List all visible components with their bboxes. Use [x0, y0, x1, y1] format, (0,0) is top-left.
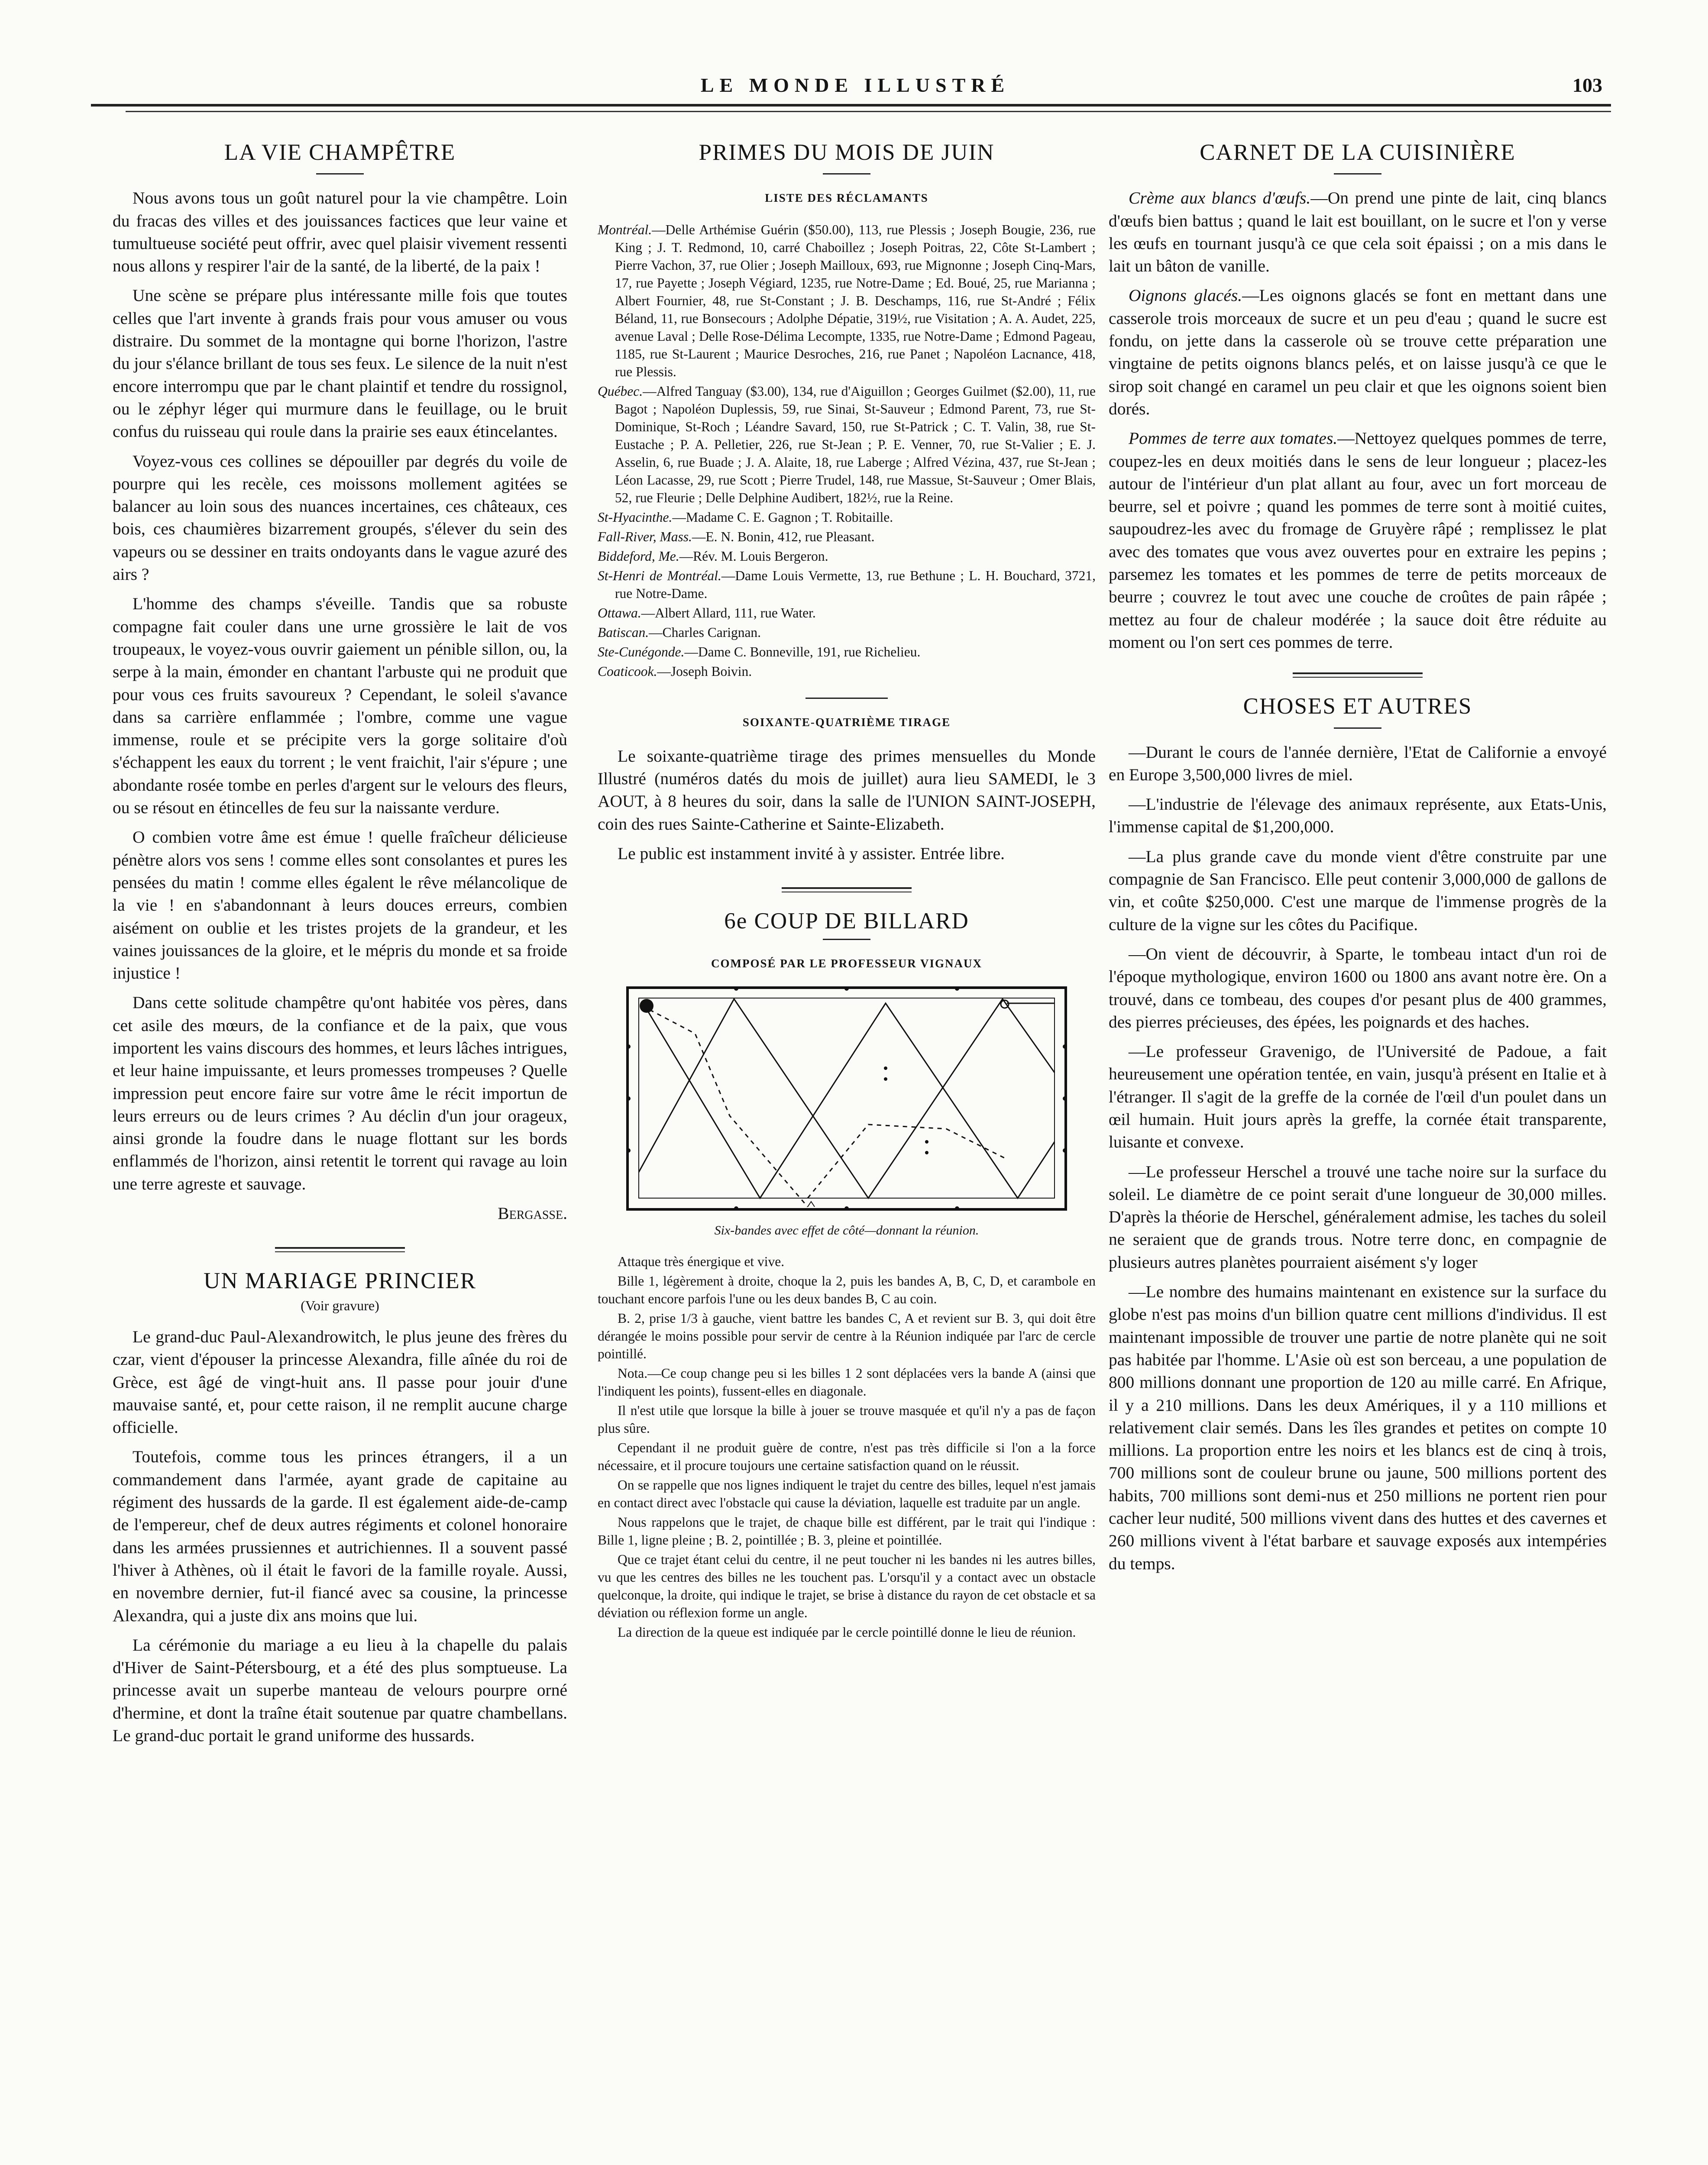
recipe-text: —Les oignons glacés se font en mettant dans une casserole trois morceaux de sucre et un peu d'eau ; quand le sucre est fondu, on jette dans la casserole où se trouve cette préparation une vingtaine de petits oignons blancs pelés, et on laisse jusqu'à ce que le sirop soit changé en caramel un peu clair et que les oignons soient bien dorés.: [1109, 286, 1607, 418]
paragraph: La cérémonie du mariage a eu lieu à la chapelle du palais d'Hiver de Saint-Pétersbourg, et a été des plus somptueuse. La princesse avait un superbe manteau de velours pourpre orné d'hermine, et dont la traîne était soutenue par quatre chambellans. Le grand-duc portait le grand uniforme des hussards.: [113, 1635, 567, 1745]
list-item: [598, 624, 1096, 641]
recipe-name: Crème aux blancs d'œufs.: [1129, 188, 1311, 208]
list-item-place: Biddeford, Me.: [598, 548, 679, 564]
divider: [1334, 727, 1381, 729]
paragraph: Toutefois, comme tous les princes étrangers, il a un commandement dans l'armée, ayant grade de capitaine au régiment des hussards de la garde. Il est également aide-de-camp de l'empereur, chef de deux autres régiments et colonel honoraire dans les armées prussiennes et autrichiennes. Il a souvent passé l'hiver à Athènes, où il était le favori de la famille royale. Aussi, en novembre dernier, fut-il fiancé avec sa cousine, la princesse Alexandra, qui a juste dix ans moins que lui.: [113, 1447, 567, 1625]
paragraph: Cependant il ne produit guère de contre, n'est pas très difficile si l'on a la force nécessaire, et il procure toujours une certaine satisfaction quand on le réussit.: [598, 1440, 1096, 1473]
paragraph: O combien votre âme est émue ! quelle fraîcheur délicieuse pénètre alors vos sens ! comme elles sont consolantes et pures les pensées du matin ! comme elles égalent le rêve mélancolique de la vie ! en s'abandonnant à leurs douces erreurs, combien aisément on oublie et les tristes projets de la grandeur, et les vaines jouissances de la gloire, et le mépris du monde et sa froide injustice !: [113, 827, 567, 983]
list-item-place: St-Henri de Montréal.: [598, 568, 721, 583]
paragraph: Nota.—Ce coup change peu si les billes 1 2 sont déplacées vers la bande A (ainsi que l'indiquent les points), fussent-elles en diagonale.: [598, 1365, 1096, 1399]
newspaper-title: LE MONDE ILLUSTRÉ: [700, 74, 1010, 96]
section-divider: [1293, 672, 1423, 678]
list-item-names: —Dame C. Bonneville, 191, rue Richelieu.: [684, 644, 921, 659]
section-divider: [275, 1247, 405, 1252]
list-item-names: —Rév. M. Louis Bergeron.: [679, 548, 828, 564]
news-item: —La plus grande cave du monde vient d'être construite par une compagnie de San Francisco. Elle peut contenir 3,000,000 de gallons de vin, et coûte $250,000. C'est une marque de l'immense progrès de la culture de la vigne sur les côtes du Pacifique.: [1109, 847, 1607, 934]
figure-caption: Six-bandes avec effet de côté—donnant la réunion.: [714, 1223, 979, 1238]
paragraph: L'homme des champs s'éveille. Tandis que sa robuste compagne fait couler dans une urne grossière le lait de vos troupeaux, le voyez-vous ouvrir gaiement un pénible sillon, ou, la serpe à la main, émonder en chantant l'arbuste qui ne produit que pour vous ces fruits savoureux ? Cependant, le soleil s'avance dans sa carrière enflammée ; l'ombre, comme une vague immense, roule et se précipite vers la gorge solitaire d'où s'échappent les eaux du torrent ; le vent fraichit, l'air s'épure ; une abondante rosée tombe en perles d'argent sur le velours des fleurs, ou se résout en étincelles de feu sur la naissante verdure.: [113, 594, 567, 818]
article-title-vie-champetre: LA VIE CHAMPÊTRE: [224, 140, 456, 165]
list-item-place: Coaticook.: [598, 663, 657, 679]
news-items: [1109, 741, 1607, 1575]
article-title-carnet: CARNET DE LA CUISINIÈRE: [1200, 140, 1516, 165]
divider: [805, 698, 888, 699]
article-title-choses: CHOSES ET AUTRES: [1243, 694, 1472, 719]
list-item-place: Montréal.: [598, 222, 652, 237]
recipe-name: Oignons glacés.: [1129, 286, 1242, 305]
list-item-place: Ottawa.: [598, 605, 641, 620]
paragraph: Dans cette solitude champêtre qu'ont habitée vos pères, dans cet asile des mœurs, de la confiance et de la paix, que vous importent les vains discours des hommes, et leurs lâches intrigues, et leur haine impuissante, et leurs promesses trompeuses ? Quelle impression peut encore faire sur votre âme le récit importun de leurs erreurs ou de leurs crimes ? Au déclin d'un jour orageux, ainsi gronde la foudre dans le nuage flottant sur les bords enflammés de l'horizon, ainsi retentit le torrent qui ravage au loin une terre agreste et sauvage.: [113, 993, 567, 1193]
paragraph: La direction de la queue est indiquée par le cercle pointillé donne le lieu de réunion.: [618, 1624, 1076, 1640]
recipe-name: Pommes de terre aux tomates.: [1129, 429, 1338, 448]
list-item-names: —Madame C. E. Gagnon ; T. Robitaille.: [672, 509, 893, 525]
tirage-title: SOIXANTE-QUATRIÈME TIRAGE: [742, 715, 951, 729]
paragraph: Attaque très énergique et vive.: [618, 1254, 785, 1269]
article-title-primes: PRIMES DU MOIS DE JUIN: [699, 140, 995, 165]
list-item: [598, 221, 1096, 381]
column-left: [113, 134, 567, 1754]
reclamants-list: [598, 221, 1096, 680]
article-title-billard: 6e COUP DE BILLARD: [724, 908, 969, 934]
article-subtitle: (Voir gravure): [301, 1297, 379, 1313]
list-item: [598, 567, 1096, 602]
masthead-rule-thin: [126, 111, 1611, 112]
paragraph: B. 2, prise 1/3 à gauche, vient battre les bandes C, A et revient sur B. 3, qui doit être dérangée le moins possible pour servir de centre à la Réunion indiquée par l'arc de cercle pointillé.: [598, 1310, 1096, 1361]
news-item: —Durant le cours de l'année dernière, l'Etat de Californie a envoyé en Europe 3,500,000 livres de miel.: [1109, 742, 1607, 784]
list-item-place: Fall-River, Mass.: [598, 529, 692, 544]
column-right: [1109, 134, 1607, 1582]
column-middle: [598, 134, 1096, 1643]
masthead: [108, 74, 1602, 108]
list-item: [598, 508, 1096, 526]
paragraph: Il n'est utile que lorsque la bille à jouer se trouve masquée et qu'il n'y a pas de façon plus sûre.: [598, 1402, 1096, 1436]
author-signature: Bergasse.: [498, 1204, 567, 1223]
paragraph: Nous rappelons que le trajet, de chaque bille est différent, par le trait qui l'indique : Bille 1, ligne pleine ; B. 2, pointillée ; B. 3, pleine et pointillée.: [598, 1514, 1096, 1548]
paragraph: Le public est instamment invité à y assister. Entrée libre.: [618, 844, 1005, 863]
billard-text: [598, 1253, 1096, 1641]
list-item-names: —Charles Carignan.: [649, 624, 761, 640]
list-title: LISTE DES RÉCLAMANTS: [765, 191, 928, 205]
list-item-names: —Joseph Boivin.: [657, 663, 752, 679]
article-title-mariage: UN MARIAGE PRINCIER: [204, 1268, 476, 1294]
list-item-names: —E. N. Bonin, 412, rue Pleasant.: [692, 529, 875, 544]
news-item: —Le professeur Gravenigo, de l'Université de Padoue, a fait heureusement une opération tentée, en vain, jusqu'à présent en Italie et à l'étranger. Il s'agit de la greffe de la cornée de l'œil d'un poulet dans un œil humain. Huit jours après la greffe, la cornée était transparente, luisante et convexe.: [1109, 1042, 1607, 1152]
list-item-place: Ste-Cunégonde.: [598, 644, 685, 659]
divider: [823, 939, 870, 940]
list-item-place: Batiscan.: [598, 624, 649, 640]
news-item: —Le professeur Herschel a trouvé une tache noire sur la surface du soleil. Le diamètre de ce point serait d'une longueur de 30,000 milles. D'après la théorie de Herschel, généralement admise, les taches du soleil ne seraient que de grands trous. Notre terre donc, en compagnie de plusieurs autres planètes pourraient aisément s'y loger: [1109, 1162, 1607, 1272]
paragraph: Une scène se prépare plus intéressante mille fois que toutes celles que l'art invente à grands frais pour vous amuser ou vous distraire. Du sommet de la montagne qui borne l'horizon, l'astre du jour s'élance brillant de tous ses feux. Le silence de la nuit n'est encore interrompu que par le chant plaintif et tendre du rossignol, ou le zéphyr léger qui murmure dans le feuillage, ou le bruit confus du ruisseau qui roule dans la prairie ses eaux étincelantes.: [113, 286, 567, 441]
list-item: [598, 547, 1096, 565]
divider: [316, 173, 364, 174]
paragraph: Le soixante-quatrième tirage des primes mensuelles du Monde Illustré (numéros datés du mois de juillet) aura lieu SAMEDI, le 3 AOUT, à 8 heures du soir, dans la salle de l'UNION SAINT-JOSEPH, coin des rues Sainte-Catherine et Sainte-Elizabeth.: [598, 746, 1096, 834]
recipe-text: —Nettoyez quelques pommes de terre, coupez-les en deux moitiés dans le sens de leur longueur ; placez-les autour de l'intérieur d'un plat allant au four, avec un fort morceau de beurre, sel et poivre ; quand les pommes de terre sont à moitié cuites, saupoudrez-les avec du fromage de Gruyère râpé ; remplissez le plat avec des tomates que vous avez ouvertes pour en extraire les pepins ; parsemez les tomates et les pommes de terre de petits morceaux de beurre ; couvrez le tout avec une couche de croûtes de pain râpée ; mettez au four de chaleur modérée ; la sauce doit être réduite au moment ou l'on sert ces pommes de terre.: [1109, 429, 1607, 652]
masthead-rule: [91, 104, 1611, 107]
list-item-names: —Albert Allard, 111, rue Water.: [641, 605, 816, 620]
list-item-names: —Alfred Tanguay ($3.00), 134, rue d'Aiguillon ; Georges Guilmet ($2.00), 11, rue Bagot ; Napoléon Duplessis, 59, rue Sinai, St-Sauveur ; Edmond Parent, 73, rue St-Dominique, St-Roch ; Léandre Savard, 150, rue St-Patrick ; C. T. Valin, 38, rue St-Eustache ; P. A. Pelletier, 226, rue St-Jean ; P. E. Venner, 70, rue St-Valier ; E. J. Asselin, 6, rue Buade ; J. A. Alaite, 18, rue Laberge ; Alfred Vézina, 437, rue St-Jean ; Léon Lacasse, 29, rue Scott ; Pierre Trudel, 148, rue Massue, St-Sauveur ; Omer Blais, 52, rue Fleurie ; Delle Delphine Audibert, 182½, rue la Reine.: [615, 383, 1096, 505]
list-item-names: —Delle Arthémise Guérin ($50.00), 113, rue Plessis ; Joseph Bougie, 236, rue King ; J. T. Redmond, 10, carré Chaboillez ; Joseph Poitras, 22, Côte St-Lambert ; Pierre Vachon, 37, rue Olier ; Joseph Mailloux, 693, rue Mignonne ; Joseph Cinq-Mars, 17, rue Payette ; Joseph Végiard, 1235, rue Notre-Dame ; Ed. Boué, 25, rue Marianna ; Albert Fournier, 48, rue St-Constant ; J. B. Deschamps, 116, rue St-André ; Félix Béland, 11, rue Bonsecours ; Adolphe Dépatie, 319½, rue Visitation ; A. A. Audet, 225, avenue Laval ; Delle Rose-Délima Lecompte, 1335, rue Notre-Dame ; Edmond Pageau, 1185, rue St-Laurent ; Maurice Desroches, 216, rue Panet ; Napoléon Lacnance, 418, rue Plessis.: [615, 222, 1096, 379]
paragraph: Le grand-duc Paul-Alexandrowitch, le plus jeune des frères du czar, vient d'épouser la princesse Alexandra, fille aînée du roi de Grèce, est âgé de vingt-huit ans. Il passe pour jouir d'une mauvaise santé, et, pour cette raison, il ne remplit aucune charge officielle.: [113, 1327, 567, 1437]
billiard-diagram: [626, 986, 1068, 1217]
divider: [1334, 173, 1381, 174]
news-item: —On vient de découvrir, à Sparte, le tombeau intact d'un roi de l'époque mythologique, environ 1600 ou 1800 ans avant notre ère. On a trouvé, dans ce tombeau, des coupes d'or pesant plus de 400 grammes, des pierres précieuses, des épées, les poignards et des haches.: [1109, 944, 1607, 1031]
list-item: [598, 662, 1096, 680]
news-item: —L'industrie de l'élevage des animaux représente, aux Etats-Unis, l'immense capital de $1,200,000.: [1109, 795, 1607, 837]
list-item: [598, 643, 1096, 661]
list-item-place: Québec.: [598, 383, 643, 399]
recipe: [1109, 427, 1607, 653]
list-item-names: —Dame Louis Vermette, 13, rue Bethune ; L. H. Bouchard, 3721, rue Notre-Dame.: [615, 568, 1096, 601]
recipe: [1109, 187, 1607, 277]
section-divider: [782, 887, 912, 892]
paragraph: On se rappelle que nos lignes indiquent le trajet du centre des billes, lequel n'est jamais en contact direct avec l'obstacle qui cause la déviation, laquelle est traduite par un angle.: [598, 1477, 1096, 1510]
divider: [823, 173, 870, 174]
list-item-place: St-Hyacinthe.: [598, 509, 673, 525]
list-item: [598, 382, 1096, 507]
news-item: —Le nombre des humains maintenant en existence sur la surface du globe n'est pas moins d'un billion quatre cent millions d'individus. Il est maintenant impossible de trouver une partie de notre planète qui ne soit pas habitée par l'homme. L'Asie où est son berceau, a une population de 800 millions donnant une proportion de 120 au mille carré. En Afrique, il y a 210 millions. Dans les deux Amériques, il y a 110 millions et relativement clair semés. Dans les îles grandes et petites on compte 10 millions. La proportion entre les noirs et les blancs est de cinq à trois, 700 millions sont de couleur brune ou jaune, 500 millions portent des habits, 700 millions sont demi-nus et 250 millions ne portent rien pour cacher leur nudité, 500 millions vivent dans des huttes et des cavernes et 260 millions vivent à l'état barbare et sauvage exposés aux intempéries du temps.: [1109, 1282, 1607, 1573]
recipe-text: —On prend une pinte de lait, cinq blancs d'œufs bien battus ; quand le lait est bouillant, on le sucre et l'on y verse les œufs en tournant jusqu'à ce que cela soit épaissi ; on a mis dans le lait un bâton de vanille.: [1109, 188, 1607, 276]
paragraph: Bille 1, légèrement à droite, choque la 2, puis les bandes A, B, C, D, et carambole en touchant encore parfois l'une ou les deux bandes B, C au coin.: [598, 1273, 1096, 1306]
billard-subtitle: COMPOSÉ PAR LE PROFESSEUR VIGNAUX: [711, 956, 983, 970]
recipes: [1109, 187, 1607, 653]
paragraph: Voyez-vous ces collines se dépouiller par degrés du voile de pourpre qui les recèle, ces moissons mollement agitées se balancer au loin sous des nuances incertaines, ces châteaux, ces bois, ces chaumières bizarrement groupés, s'élever du sein des vapeurs ou se dessiner en traits ondoyants dans le vague azuré des airs ?: [113, 451, 567, 584]
paragraph: Que ce trajet étant celui du centre, il ne peut toucher ni les bandes ni les autres billes, vu que les centres des billes ne les touchent pas. L'orsqu'il y a contact avec un obstacle quelconque, la droite, qui indique le trajet, se brise à distance du rayon de cet obstacle et sa déviation ou réflexion forme un angle.: [598, 1551, 1096, 1620]
page-number: 103: [1572, 74, 1602, 96]
paragraph: Nous avons tous un goût naturel pour la vie champêtre. Loin du fracas des villes et des jouissances factices que leur vaine et tumultueuse société peut offrir, avec quel plaisir vivement ressenti nous allons y respirer l'air de la santé, de la liberté, de la paix !: [113, 188, 567, 276]
recipe: [1109, 284, 1607, 420]
list-item: [598, 528, 1096, 546]
list-item: [598, 604, 1096, 622]
